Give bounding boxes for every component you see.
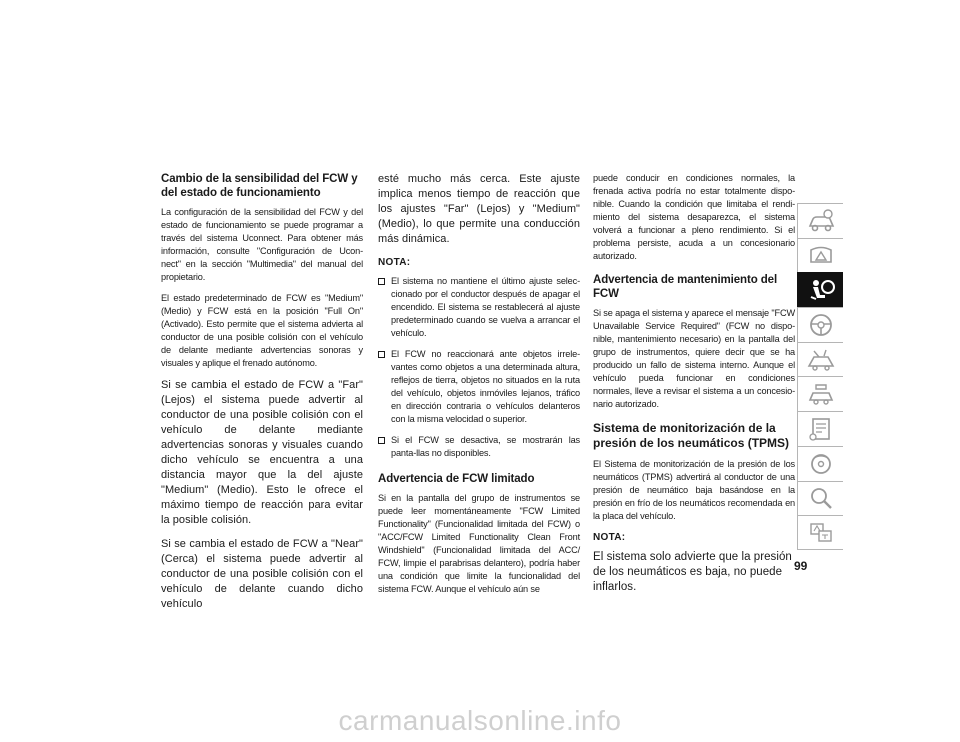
column-2 [378, 172, 580, 604]
chapter-tab-dashboard[interactable] [797, 238, 843, 273]
column-1 [161, 172, 363, 621]
chapter-tab-safety[interactable] [797, 272, 843, 307]
note-bullet [378, 348, 580, 426]
paragraph: Si se cambia el estado de FCW a "Far" (Lejos) el sistema puede advertir al conductor de una posible colisión con el vehículo de delante mediante advertencias sonoras y visuales cuando dicho vehículo se encuentra a una distancia mayor que la del ajuste "Medium" (Medio). Esto le ofrece el máximo tiempo de reacción para evitar la posible colisión. [161, 379, 363, 526]
square-bullet-icon [378, 437, 385, 444]
paragraph: Si en la pantalla del grupo de instrumentos se puede leer momentáneamente "FCW Limited Functionality" (Funcionalidad limitada del FCW) o "ACC/FCW Limited Functionality Clean Front Windshield" (Funcionalidad limitada del ACC/ FCW, limpie el parabrisas delantero), podría haber una condición que limite la funcionalidad del sistema FCW. Aunque el vehículo aún se [378, 493, 580, 594]
airbag-safety-icon [806, 277, 836, 303]
dashboard-warning-icon [806, 243, 836, 269]
chapter-tab-driving[interactable] [797, 307, 843, 342]
paragraph: Si se apaga el sistema y aparece el mensaje "FCW Unavailable Service Required" (FCW no dispo-nible, mantenimiento necesario) en la pantalla del grupo de instrumentos, quiere decir que se ha producido un fallo de sistema interno. Aunque el vehículo pueda funcionar en condiciones normales, lleve a revisar el sistema a un concesio-nario autorizado. [593, 308, 795, 409]
car-info-icon [806, 208, 836, 234]
section-heading-fcw-limited: Advertencia de FCW limitado [378, 473, 535, 485]
section-heading-tpms: Sistema de monitorización de la presión de los neumáticos (TPMS) [593, 421, 790, 450]
bullet-text: El FCW no reaccionará ante objetos irrele-vantes como objetos a una determinada altura, reflejos de tierra, objetos no situados en la ruta del vehículo, objetos inmóviles lejanos, tráfico en dirección contraria o vehículos delanteros con la misma velocidad o superior. [391, 349, 580, 424]
languages-icon [806, 520, 836, 546]
note-label: NOTA: [378, 257, 411, 268]
paragraph: El Sistema de monitorización de la presión de los neumáticos (TPMS) advertirá al conductor de una presión de neumático baja basándose en la presión en frío de los neumáticos recomendada en la placa del vehículo. [593, 459, 795, 521]
bullet-text: El sistema no mantiene el último ajuste selec-cionado por el conductor después de apagar el encendido. El sistema se restablecerá al ajuste predeterminado cuando se vuelva a arrancar el vehículo. [391, 276, 580, 338]
chapter-tab-service[interactable] [797, 376, 843, 411]
chapter-tab-car-info[interactable] [797, 203, 843, 238]
car-service-icon [806, 381, 836, 407]
square-bullet-icon [378, 278, 385, 285]
page-number: 99 [794, 559, 808, 573]
multimedia-disc-icon [806, 451, 836, 477]
chapter-tab-maintenance[interactable] [797, 411, 843, 446]
steering-wheel-icon [806, 312, 836, 338]
paragraph: Si se cambia el estado de FCW a "Near" (Cerca) el sistema puede advertir al conductor de una posible colisión con el vehículo de delante cuando dicho vehículo [161, 538, 363, 610]
car-emergency-icon [806, 347, 836, 373]
chapter-tab-emergency[interactable] [797, 342, 843, 377]
maintenance-checklist-icon [806, 416, 836, 442]
note-label: NOTA: [593, 532, 626, 543]
section-heading-fcw-sensitivity: Cambio de la sensibilidad del FCW y del estado de funcionamiento [161, 173, 358, 199]
chapter-tab-languages[interactable] [797, 515, 843, 550]
chapter-tab-strip [797, 203, 843, 550]
watermark: carmanualsonline.info [338, 705, 622, 736]
note-bullet [378, 434, 580, 460]
square-bullet-icon [378, 351, 385, 358]
paragraph: La configuración de la sensibilidad del FCW y del estado de funcionamiento se puede programar a través del sistema Uconnect. Para obtener más información, consulte "Configuración de Ucon-nect" en la sección "Multimedia" del manual del propietario. [161, 207, 363, 282]
paragraph: El estado predeterminado de FCW es "Medium" (Medio) y FCW está en la posición "Full On" (Activado). Esto permite que el sistema advierta al conductor de una posible colisión con el vehículo de delante mediante advertencias sonoras y visuales y aplique el frenado autónomo. [161, 293, 363, 368]
bullet-text: Si el FCW se desactiva, se mostrarán las panta-llas no disponibles. [391, 435, 580, 458]
paragraph: esté mucho más cerca. Este ajuste implica menos tiempo de reacción que los ajustes "Far" (Lejos) y "Medium" (Medio), lo que permite una conducción más dinámica. [378, 173, 580, 245]
section-heading-fcw-maintenance: Advertencia de mantenimiento del FCW [593, 274, 778, 300]
column-3 [593, 172, 795, 604]
index-magnifier-icon [806, 485, 836, 511]
note-bullet [378, 275, 580, 340]
chapter-tab-multimedia[interactable] [797, 446, 843, 481]
chapter-tab-index[interactable] [797, 481, 843, 516]
paragraph: El sistema solo advierte que la presión de los neumáticos es baja, no puede inflarlos. [593, 551, 792, 593]
paragraph: puede conducir en condiciones normales, la frenada activa podría no estar totalmente dispo-nible. Cuando la condición que limitaba el rendi-miento del sistema desaparezca, el sistema volverá a funcionar a pleno rendimiento. Si el problema persiste, acuda a un concesionario autorizado. [593, 173, 795, 261]
